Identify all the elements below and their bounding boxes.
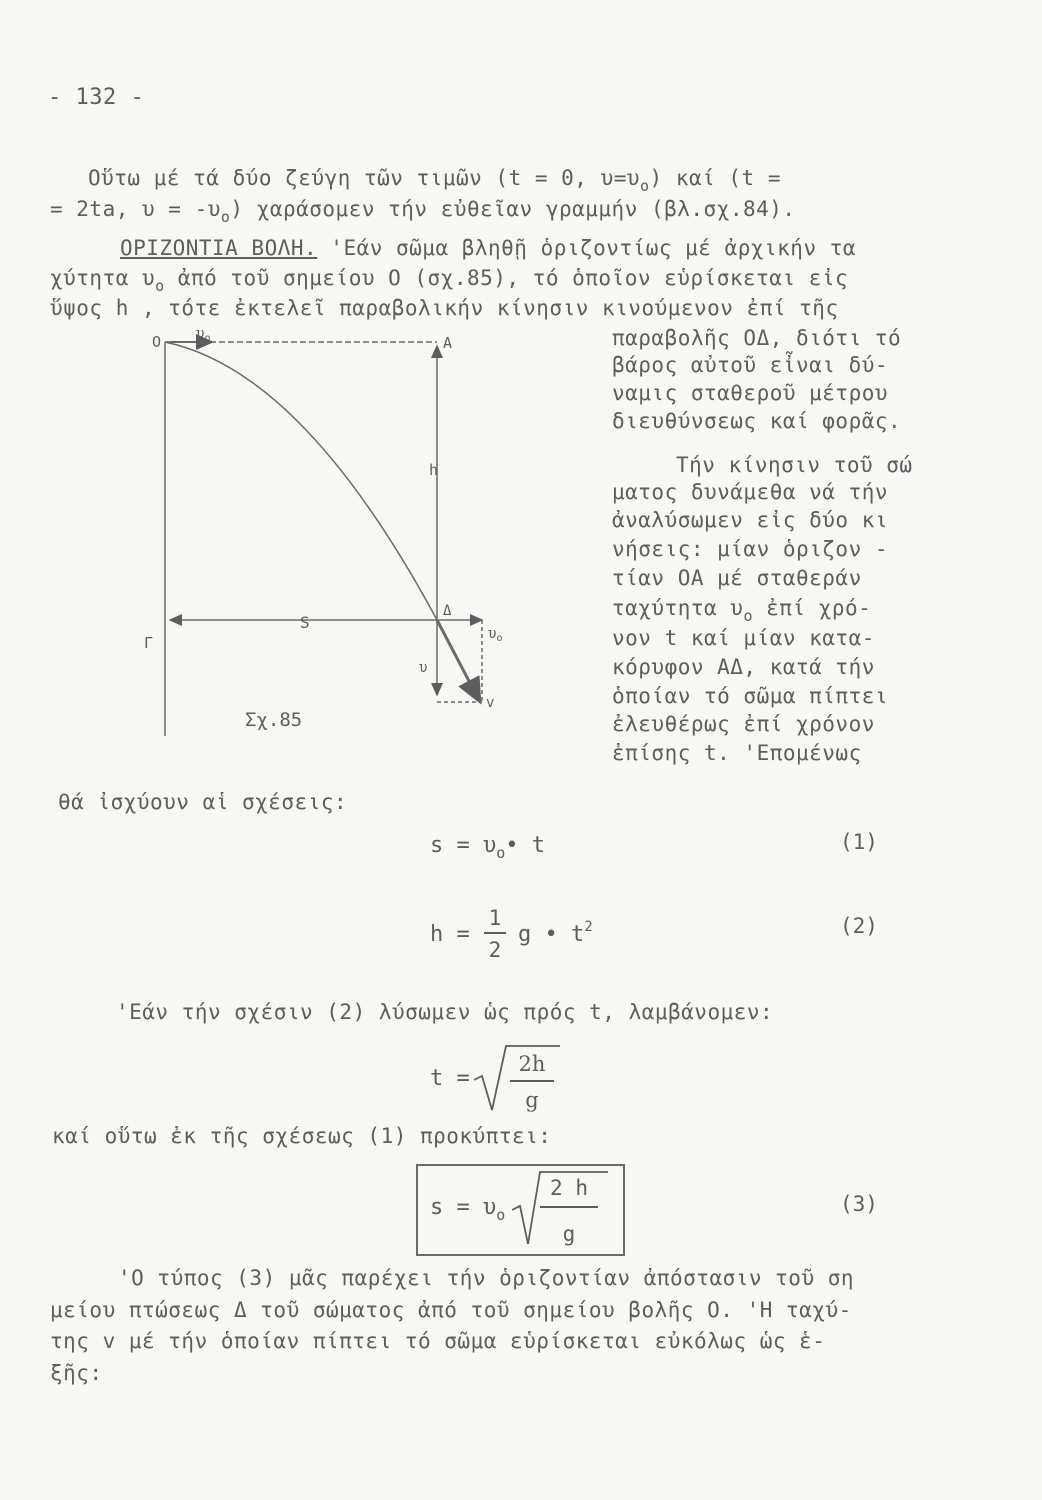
equation-3-den: g [562, 1222, 576, 1246]
text-line: ἐλευθέρως ἐπί χρόνον [612, 712, 875, 736]
equation-2-frac-bar [484, 932, 506, 934]
text-line: ναμις σταθεροῦ μέτρου [612, 381, 889, 405]
equation-2-frac-den: 2 [488, 938, 502, 962]
text-line: νήσεις: μίαν ὁριζον - [612, 537, 889, 561]
equation-2-number: (2) [840, 914, 878, 938]
equation-2-frac-num: 1 [488, 906, 502, 930]
label-G: Γ [144, 634, 154, 652]
label-v0-right: $\upsilon_o$ [488, 626, 503, 644]
label-S: S [300, 613, 310, 632]
figure-85 [0, 320, 600, 780]
relations-intro: θά ἰσχύουν αἱ σχέσεις: [58, 790, 348, 814]
figure-lines [165, 342, 482, 736]
label-V: v [486, 695, 495, 711]
text-line: ὕψος h , τότε ἐκτελεῖ παραβολικήν κίνησιν κινούμενον ἐπί τῆς [50, 296, 839, 320]
equation-3-lhs: $s = \upsilon_o$ [430, 1195, 506, 1224]
text-line: νον t καί μίαν κατα- [612, 626, 875, 650]
equation-3-bar [540, 1206, 598, 1208]
section-heading: ΟΡΙΖΟΝΤΙΑ ΒΟΛΗ. [120, 236, 318, 260]
text-line: της v μέ τήν ὁποίαν πίπτει τό σῶμα εὑρίσκεται εὐκόλως ὡς ἑ- [50, 1329, 826, 1353]
label-O: O [152, 333, 162, 351]
label-v0-top: $\upsilon_o$ [196, 326, 211, 344]
equation-3-number: (3) [840, 1192, 878, 1216]
equation-t-den: g [525, 1088, 539, 1112]
label-A: A [443, 334, 453, 352]
label-h: h [429, 461, 439, 479]
equation-2-lhs: h = [430, 922, 470, 947]
text-line: διευθύνσεως καί φορᾶς. [612, 409, 902, 433]
text-line: ταχύτητα $\upsilon_o$ ἐπί χρό- [612, 596, 872, 625]
equation-t-bar [510, 1080, 554, 1082]
page-number: - 132 - [48, 85, 145, 110]
equation-t-num: 2h [518, 1052, 546, 1076]
text-line: τίαν ΟΑ μέ σταθεράν [612, 566, 862, 590]
parabola-path [165, 342, 437, 620]
label-D: Δ [443, 603, 452, 619]
text-line: μείου πτώσεως Δ τοῦ σώματος ἀπό τοῦ σημείου βολῆς Ο. 'Η ταχύ- [50, 1298, 852, 1322]
section-heading-line: ΟΡΙΖΟΝΤΙΑ ΒΟΛΗ. 'Εάν σῶμα βληθῇ ὁριζοντίως μέ ἀρχικήν τα [120, 236, 857, 260]
equation-3-num: 2 h [550, 1176, 588, 1200]
text-line: βάρος αὐτοῦ εἶναι δύ- [612, 353, 889, 377]
text-line: Οὕτω μέ τά δύο ζεύγη τῶν τιμῶν (t = 0, $\upsilon=\upsilon_o$) καί (t = [88, 166, 781, 195]
equation-1: $s = \upsilon_o•$ t [430, 833, 546, 862]
text-line: χύτητα $\upsilon_o$ ἀπό τοῦ σημείου Ο (σχ.85), τό ὁποῖον εὑρίσκεται εἰς [50, 266, 849, 295]
text-line: κόρυφον ΑΔ, κατά τήν [612, 655, 875, 679]
text-line: ματος δυνάμεθα νά τήν [612, 480, 889, 504]
text-line: ὁποίαν τό σῶμα πίπτει [612, 684, 889, 708]
text-line: παραβολῆς ΟΔ, διότι τό [612, 326, 902, 350]
text-line: Τήν κίνησιν τοῦ σώ [676, 453, 913, 477]
result-text: καί οὕτω ἐκ τῆς σχέσεως (1) προκύπτει: [52, 1124, 552, 1148]
v-arrow [437, 620, 480, 702]
text-line: 'Ο τύπος (3) μᾶς παρέχει τήν ὁριζοντίαν ἀπόστασιν τοῦ ση [118, 1266, 855, 1290]
text-line: ἀναλύσωμεν εἰς δύο κι [612, 508, 889, 532]
equation-2-rhs: g • $t^2$ [518, 919, 593, 947]
label-u: υ [419, 660, 428, 676]
text-line: = 2ta, $\upsilon = -\upsilon_o$) χαράσομεν τήν εὐθεῖαν γραμμήν (βλ.σχ.84). [50, 197, 796, 226]
figure-caption: Σχ.85 [245, 709, 303, 731]
text-line: ἐπίσης t. 'Επομένως [612, 741, 862, 765]
equation-t-lhs: t = [430, 1066, 470, 1091]
solve-text: 'Εάν τήν σχέσιν (2) λύσωμεν ὡς πρός t, λαμβάνομεν: [116, 1000, 774, 1024]
equation-1-number: (1) [840, 830, 878, 854]
text-line: ξῆς: [50, 1361, 103, 1385]
